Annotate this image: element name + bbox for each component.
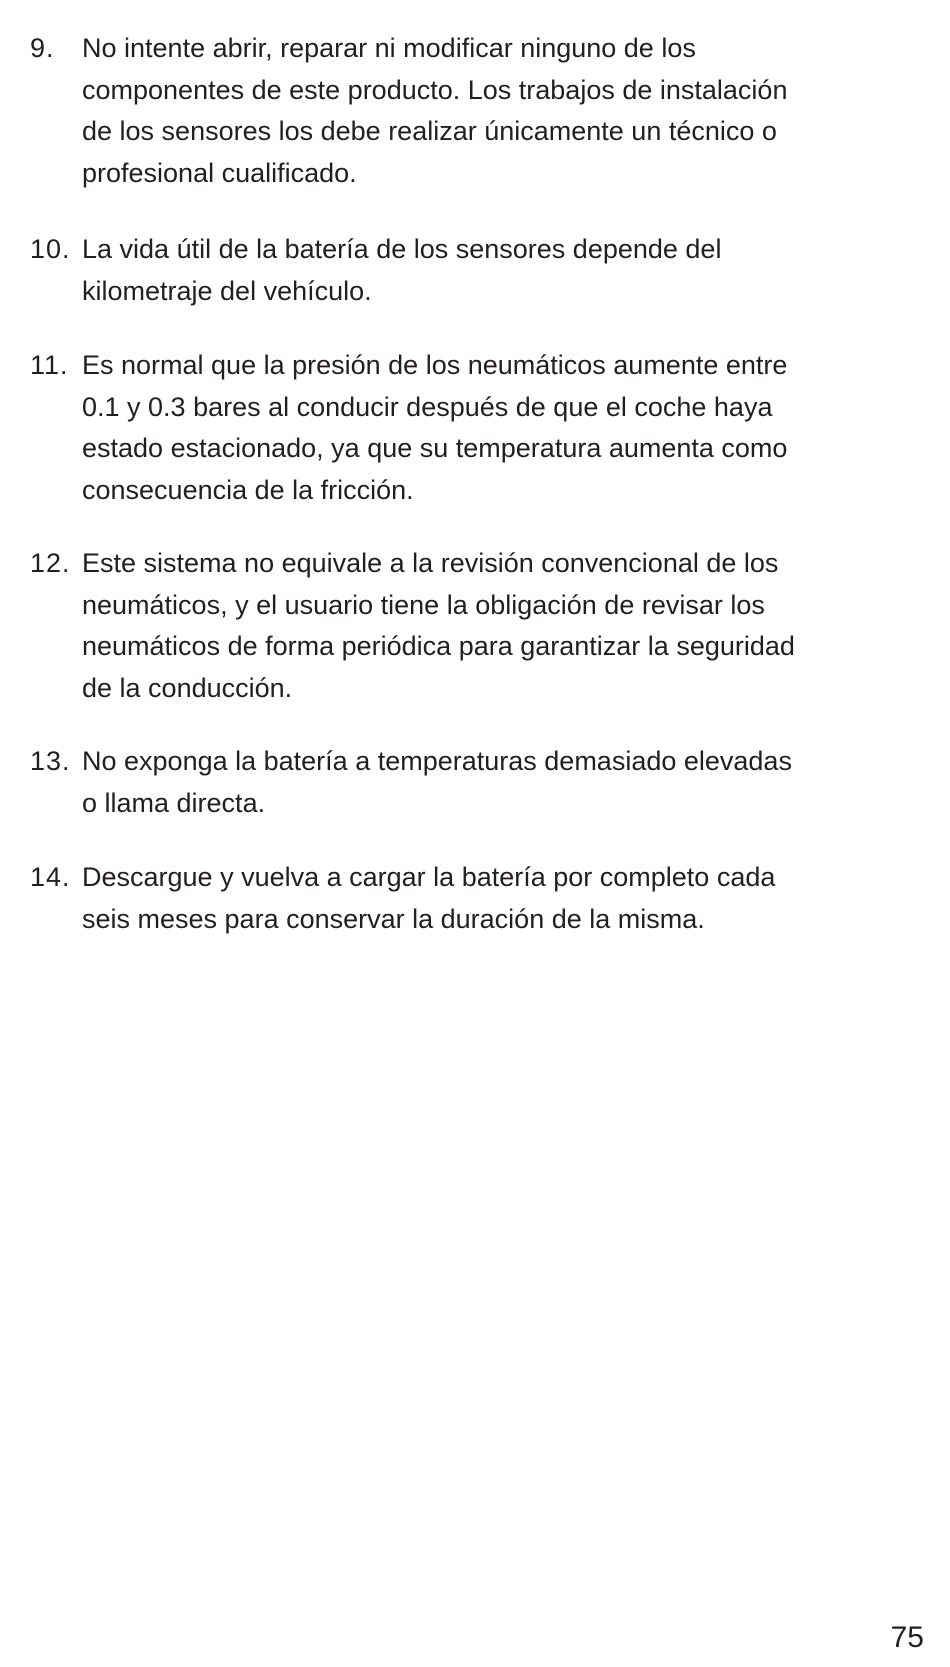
item-text: No exponga la batería a temperaturas demasiado elevadas o llama directa. [82,746,792,818]
item-number: 9. [30,33,55,63]
list-item-12 [30,543,935,709]
item-number: 10. [30,234,71,264]
list-item-11 [30,345,935,511]
list-item-9 [30,28,935,194]
list-item-10 [30,229,935,312]
item-text: Descargue y vuelva a cargar la batería por completo cada seis meses para conservar la duración de la misma. [82,862,776,934]
list-item-14 [30,857,935,940]
page-number: 75 [890,1621,924,1654]
item-text: La vida útil de la batería de los sensores depende del kilometraje del vehículo. [82,234,722,306]
item-number: 11. [30,350,69,380]
item-text: Es normal que la presión de los neumáticos aumente entre 0.1 y 0.3 bares al conducir después de que el coche haya estado estacionado, ya que su temperatura aumenta como consecuencia de la fricción. [82,350,788,505]
item-number: 13. [30,746,71,776]
item-number: 12. [30,548,71,578]
item-text: No intente abrir, reparar ni modificar ninguno de los componentes de este producto. Los trabajos de instalación de los sensores los debe realizar únicamente un técnico o profesional cualificado. [82,33,788,188]
list-item-13 [30,741,935,824]
item-number: 14. [30,862,71,892]
item-text: Este sistema no equivale a la revisión convencional de los neumáticos, y el usuario tiene la obligación de revisar los neumáticos de forma periódica para garantizar la seguridad de la conducción. [82,548,795,703]
